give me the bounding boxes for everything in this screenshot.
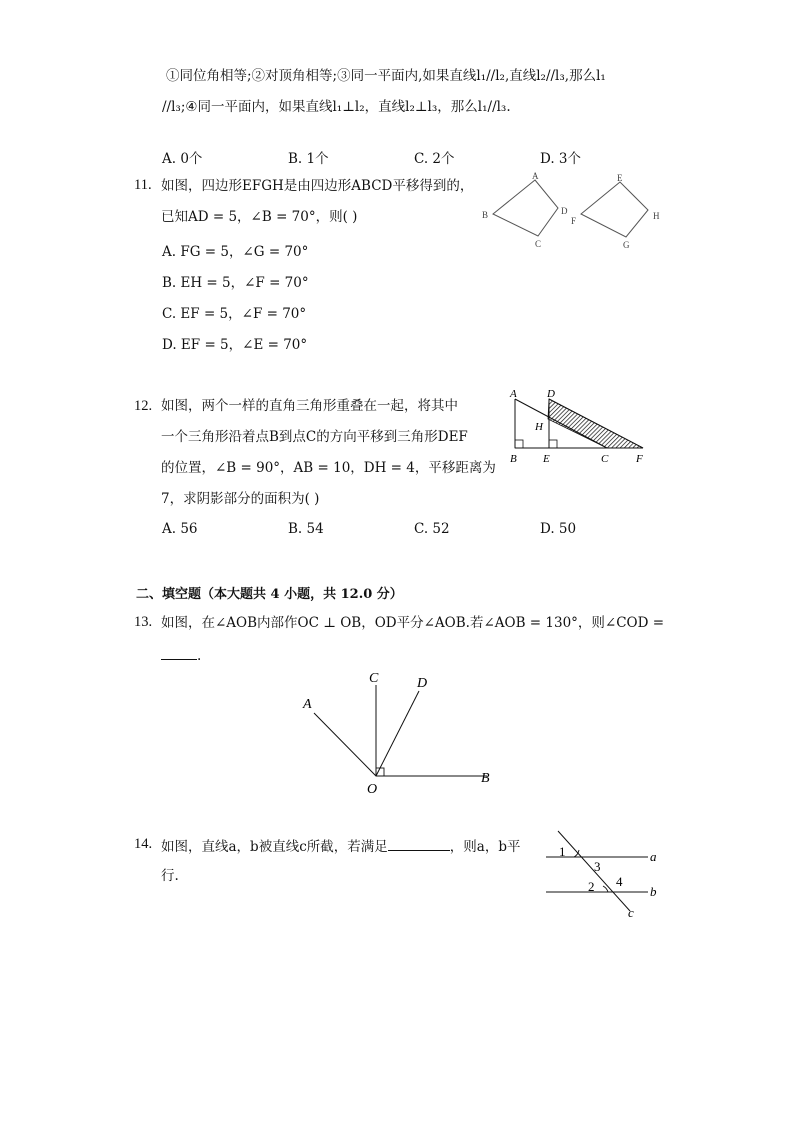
q10-statement-line2: //l₃;④同一平面内，如果直线l₁⊥l₂，直线l₂⊥l₃，那么l₁//l₃. xyxy=(162,99,511,115)
label-a: A xyxy=(303,697,312,712)
q11-stem-line1: 如图，四边形EFGH是由四边形ABCD平移得到的， xyxy=(161,178,474,194)
q10-option-a[interactable]: A. 0个 xyxy=(162,151,203,167)
q14-answer-blank[interactable] xyxy=(388,837,450,851)
label-b: B xyxy=(481,771,490,786)
label-a: a xyxy=(650,849,657,864)
q11-stem-line2: 已知AD = 5，∠B = 70°，则( ) xyxy=(161,209,358,225)
label-f: F xyxy=(636,453,643,465)
q14-stem-post: ，则a，b平 xyxy=(449,839,521,855)
label-f: F xyxy=(571,216,577,226)
label-b: b xyxy=(650,884,657,899)
label-a: A xyxy=(532,171,539,181)
q11-option-d[interactable]: D. EF = 5，∠E = 70° xyxy=(162,337,308,353)
label-angle-1: 1 xyxy=(559,844,566,859)
label-e: E xyxy=(617,173,623,183)
label-a: A xyxy=(510,388,517,400)
q13-answer-line xyxy=(161,646,201,664)
q11-option-a[interactable]: A. FG = 5，∠G = 70° xyxy=(162,244,309,260)
label-angle-3: 3 xyxy=(594,859,601,874)
q14-stem-pre: 如图，直线a，b被直线c所截，若满足 xyxy=(161,839,388,855)
q14-stem-line2: 行. xyxy=(161,868,179,884)
q12-option-a[interactable]: A. 56 xyxy=(162,521,198,537)
q11-number: 11. xyxy=(134,177,152,193)
label-d: D xyxy=(547,388,555,400)
q12-number: 12. xyxy=(134,398,153,414)
label-angle-2: 2 xyxy=(588,879,595,894)
label-c: C xyxy=(535,239,542,249)
label-h: H xyxy=(653,211,660,221)
label-g: G xyxy=(623,240,630,250)
q12-triangle-figure xyxy=(500,385,660,470)
label-c: C xyxy=(601,453,609,465)
label-e: E xyxy=(543,453,550,465)
q13-answer-blank[interactable] xyxy=(161,646,197,660)
label-o: O xyxy=(367,782,378,797)
label-c: C xyxy=(369,671,379,686)
q12-stem-line1: 如图，两个一样的直角三角形重叠在一起，将其中 xyxy=(161,398,458,414)
q10-statement-line1: ①同位角相等;②对顶角相等;③同一平面内,如果直线l₁//l₂,直线l₂//l₃,那么l₁ xyxy=(166,68,606,84)
q14-stem-line1 xyxy=(161,837,520,855)
label-h: H xyxy=(535,421,543,433)
q13-period: . xyxy=(197,648,202,664)
q13-angle-figure xyxy=(295,665,505,800)
q11-option-b[interactable]: B. EH = 5，∠F = 70° xyxy=(162,275,309,291)
quadrilateral-abcd xyxy=(493,180,558,236)
q10-option-d[interactable]: D. 3个 xyxy=(540,151,582,167)
q11-quadrilateral-figure xyxy=(478,168,678,258)
q12-option-c[interactable]: C. 52 xyxy=(414,521,450,537)
q14-parallel-lines-figure xyxy=(540,825,670,920)
q13-stem-line1: 如图，在∠AOB内部作OC ⊥ OB，OD平分∠AOB.若∠AOB = 130°，则∠COD = xyxy=(161,615,665,631)
label-d: D xyxy=(417,676,428,691)
quadrilateral-efgh xyxy=(581,182,648,237)
label-angle-4: 4 xyxy=(616,874,623,889)
label-b: B xyxy=(510,453,517,465)
label-d: D xyxy=(561,206,568,216)
q10-option-c[interactable]: C. 2个 xyxy=(414,151,455,167)
q10-option-b[interactable]: B. 1个 xyxy=(288,151,329,167)
q12-stem-line4: 7，求阴影部分的面积为( ) xyxy=(161,491,320,507)
q12-option-b[interactable]: B. 54 xyxy=(288,521,324,537)
q12-stem-line3: 的位置，∠B = 90°，AB = 10，DH = 4，平移距离为 xyxy=(161,460,496,476)
q12-stem-line2: 一个三角形沿着点B到点C的方向平移到三角形DEF xyxy=(161,429,468,445)
q12-option-d[interactable]: D. 50 xyxy=(540,521,577,537)
label-b: B xyxy=(482,210,489,220)
section-2-title: 二、填空题（本大题共 4 小题，共 12.0 分） xyxy=(136,587,403,602)
q11-option-c[interactable]: C. EF = 5，∠F = 70° xyxy=(162,306,307,322)
q14-number: 14. xyxy=(134,836,153,852)
label-c: c xyxy=(628,905,634,920)
q13-number: 13. xyxy=(134,614,153,630)
